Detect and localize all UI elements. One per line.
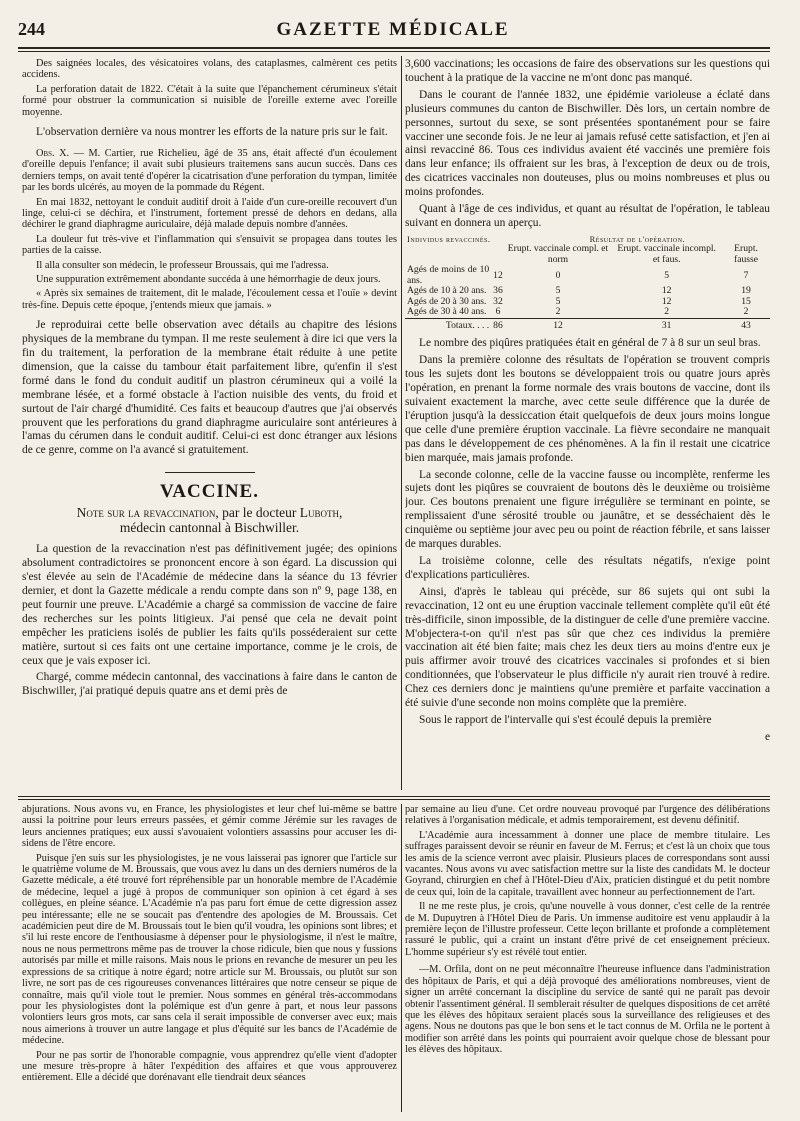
paragraph: Le nombre des piqûres pratiquées était en général de 7 à 8 sur un seul bras.	[419, 337, 761, 350]
right-column	[405, 58, 770, 790]
catchword: e	[764, 730, 770, 743]
table-cell-n: 12	[493, 269, 503, 281]
table-cell-age: Agés de 30 à 40 ans.	[407, 306, 487, 318]
subtitle-line2: médecin cantonnal à Bischwiller.	[119, 520, 300, 536]
table-subheader-3: Erupt. fausse	[734, 243, 759, 265]
table-cell-c: 2	[743, 306, 749, 318]
table-subheader-row	[405, 244, 770, 265]
paragraph: abjurations. Nous avons vu, en France, les physiologistes et leur chef lui-même se battre aussi la poitrine pour leurs erreurs passées, et gémir comme Jérémie sur les ravages de leurs anciennes pratiques; eux aussi s'avouaient volontiers assassins pour accuser les di-sidens de l'être encore.	[22, 804, 397, 850]
paragraph: La seconde colonne, celle de la vaccine fausse ou incomplète, renferme les sujets dont les piqûres se couvraient de boutons dès le deuxième ou troisième jour. Ces boutons prenaient une figure irrégulière se terminant en pointe, se remplissaient d'une sérosité trouble ou jaunâtre, et se desséchaient dès le cinquième ou septième jour avec peu ou point de réaction fébrile, et sans laisser de marques durables.	[405, 468, 770, 551]
table-cell-n: 36	[493, 285, 503, 297]
header-rule-thin	[18, 51, 770, 52]
article-subtitle	[22, 505, 397, 535]
paragraph: Sous le rapport de l'intervalle qui s'est écoulé depuis la première	[419, 713, 712, 726]
paragraph: Chargé, comme médecin cantonnal, des vaccinations à faire dans le canton de Bischwiller, j'ai pratiqué depuis quatre ans et demi près de	[22, 671, 397, 698]
paragraph: Quant à l'âge de ces individus, et quant au résultat de l'opération, le tableau suivant en donnera un aperçu.	[405, 203, 770, 229]
paragraph: Il alla consulter son médecin, le professeur Broussais, qui me l'adressa.	[36, 259, 329, 271]
paragraph: —M. Orfila, dont on ne peut méconnaître l'heureuse influence dans l'administration des hôpitaux de Paris, et qui a déjà provoqué des améliorations nombreuses, vient de signer un arrêté concernant la discipline du service de santé qui ne paraît pas devoir obtenir l'assentiment général. Il semblerait résulter de quelques dispositions de cet arrêté que les élèves des hôpitaux seraient placés sous la surveillance des religieuses et des agens. Nous ne doutons pas que le bon sens et le tact connus de M. Orfila ne le portent à modifier son arrêté dans les points qui pourraient avoir quelque chose de blessant pour les élèves des hôpitaux.	[405, 964, 770, 1056]
paragraph: L'observation dernière va nous montrer les efforts de la nature pris sur le fait.	[36, 126, 388, 139]
article-author: Luboth,	[299, 505, 343, 521]
table-cell-b: 12	[661, 285, 672, 297]
table-total-b: 31	[611, 318, 722, 331]
table-cell-n: 6	[495, 306, 501, 318]
paragraph: Il ne me reste plus, je crois, qu'une nouvelle à vous donner, c'est celle de la rentrée de M. Dupuytren à l'Hôtel Dieu de Paris. Un immense auditoire est venu applaudir à la première leçon de l'illustre professeur. Cette leçon brillante et profonde a complètement rassuré le public, qui a craint un instant d'être privé de cet enseignement précieux. L'homme supérieur s'y est révélé tout entier.	[405, 901, 770, 958]
observation-label: Obs. X.	[36, 147, 70, 159]
table-subheader-1: Erupt. vaccinale compl. et norm	[507, 243, 609, 265]
paragraph: Des saignées locales, des vésicatoires volans, des cataplasmes, calmèrent ces petits accidens.	[22, 58, 397, 81]
table-cell-b: 5	[664, 269, 670, 281]
feuilleton-rule-2	[18, 799, 770, 800]
table-cell-age: Agés de 20 à 30 ans.	[407, 295, 487, 307]
article-title: VACCINE.	[160, 481, 259, 503]
feuilleton-rule	[18, 796, 770, 797]
column-divider	[401, 56, 402, 790]
observation-text: — M. Cartier, rue Richelieu, âgé de 35 ans, était affecté d'un écoulement d'oreille depuis l'enfance; il avait subi plusieurs traitemens sans aucun succès. Dans ces derniers temps, on avait tenté d'opérer la cicatrisation d'une perforation du tympan, limitée par les bords ulcérés, au moyen de la pommade du Régent.	[22, 147, 397, 194]
feuilleton-left-column	[22, 804, 397, 1114]
paragraph: La troisième colonne, celle des résultats négatifs, n'exige point d'explications particulières.	[405, 554, 770, 581]
table-cell-n: 32	[493, 295, 503, 307]
table-cell-a: 2	[555, 306, 561, 318]
table-cell-c: 19	[741, 285, 751, 297]
paragraph: La perforation datait de 1822. C'était à la suite que l'épanchement cérumineux s'était formé pour obstruer la communication si nuisible de l'oreille externe avec l'oreille moyenne.	[22, 83, 397, 118]
observation-paragraph	[22, 148, 397, 194]
table-cell-a: 5	[555, 295, 561, 307]
column-divider	[401, 804, 402, 1112]
table-row	[405, 307, 770, 318]
table-cell-b: 12	[661, 295, 672, 307]
subtitle-prefix: Note sur la revaccination,	[76, 505, 219, 521]
table-cell-a: 0	[555, 269, 561, 281]
paragraph: par semaine au lieu d'une. Cet ordre nouveau provoqué par l'urgence des délibérations relatives à l'organisation médicale, et admis temporairement, est devenu définitif.	[405, 804, 770, 827]
feuilleton-right-column	[405, 804, 770, 1114]
table-total-label: Totaux. . . .	[405, 318, 491, 331]
journal-title: GAZETTE MÉDICALE	[276, 19, 510, 40]
revaccination-table	[405, 234, 770, 332]
paragraph: Puisque j'en suis sur les physiologistes, je ne vous laisserai pas ignorer que l'article sur le quatrième volume de M. Broussais, que vous avez lu dans un des derniers numéros de la Gazette médicale, a été trouvé fort répréhensible par un honorable membre de l'Académie de médecine, lequel a jugé à propos de communiquer son opinion à cet égard à ses collègues, en pleine séance. L'Académie n'a pas paru fort émue de cette digression assez peu intéressante; elle ne se soucait pas d'entendre des apologies de M. Broussais. Cet académicien peut dire de M. Broussais tout le bien qu'il voudra, les opinions sont libres; et s'il lui reste encore de l'enthousiasme à dépenser pour le physiologisme, il n'est le maître, nous ne nous permettrons même pas de trouver la chose ridicule, bien que nous y fussions autorisés par mille et mille raisons. Mais nous le prions en revanche de mesurer un peu les expressions de sa critique à notre égard; notre article sur M. Broussais, ou plutôt sur son livre, ne sort pas de ces rigoureuses convenances littéraires que notre censeur se pique de connaître, mais qu'il viole tout le premier. Nous sommes en général très-accommodans pour les physiologistes dont la polémique est d'un genre à part, et nous leur passons volontiers leurs gros mots, car sans cela il serait impossible de converser avec eux; mais nous aimerions à trouver un autre langage et plus d'équité sur les bancs de l'Académie de médecine.	[22, 852, 397, 1047]
section-divider	[165, 472, 255, 473]
subtitle-mid: par le docteur	[222, 505, 297, 521]
left-column	[22, 58, 397, 790]
paragraph: La question de la revaccination n'est pas définitivement jugée; des opinions absolument contradictoires se prononcent encore à son égard. La discussion qui s'est élevée au sein de l'Académie de médecine dans la séance du 13 février dernier, et dont la Gazette médicale a rendu compte dans son nº 9, page 138, en peut fournir une preuve. L'Académie a chargé sa commission de vaccine de faire des recherches sur les points litigieux. J'ai pensé que cela ne devait point empêcher les praticiens isolés de publier les faits qu'ils posséderaient sur cette matière, surtout si ces faits ont une certaine importance, comme je le crois, de ceux que je vais exposer ici.	[22, 543, 397, 667]
table-cell-age: Agés de 10 à 20 ans.	[407, 285, 487, 297]
table-cell-c: 7	[743, 269, 749, 281]
paragraph: Dans le courant de l'année 1832, une épidémie varioleuse a éclaté dans plusieurs communes du canton de Bischwiller. Dès lors, un certain nombre de personnes, surtout du sexe, se sont présentées spontanément pour se faire vacciner une seconde fois. Je ne leur ai jamais refusé cette satisfaction, et j'en ai ainsi revacciné 86. Tous ces individus avaient été vaccinés une première fois dans leur enfance; ils offraient sur les bras, à l'exception de deux ou de trois, des cicatrices vaccinales non douteuses, plus ou moins nombreuses et plus ou moins profondes.	[405, 88, 770, 199]
page-header	[18, 16, 768, 46]
table-total-c: 43	[722, 318, 770, 331]
paragraph: Une suppuration extrêmement abondante succéda à une hémorrhagie de deux jours.	[36, 274, 381, 285]
paragraph: Je reproduirai cette belle observation avec détails au chapitre des lésions physiques de la membrane du tympan. Il me reste seulement à dire ici que vers la fin du traitement, la perforation de la membrane était réduite à une petite dimension, que la caisse du tambour était parfaitement libre, qu'enfin il s'est formé dans le fond du conduit auditif un plastron cérumineux qui a voilé la membrane lésée, et a formé obstacle à l'action nuisible des vents, du froid et surtout de l'air chargé d'humidité. Ces faits et beaucoup d'autres que j'ai observés prouvent que les perforations du grand diaphragme auriculaire sont antérieures à l'amas du cérumen dans le conduit auditif. Celui-ci est donc étranger aux lésions de ce genre, comme on l'a avancé si gratuitement.	[22, 319, 397, 457]
table-total-row	[405, 318, 770, 331]
paragraph: Ainsi, d'après le tableau qui précède, sur 86 sujets qui ont subi la revaccination, 12 ont eu une éruption vaccinale tellement complète qu'il eût été très-difficile, sinon impossible, de la distinguer de celle d'une première vaccine. M'objectera-t-on qu'il n'est pas sûr que chez ces individus la première vaccination ait été bien faite; mais chez les deux tiers au moins d'entre eux je puis affirmer avoir trouvé des cicatrices vaccinales si profondes et si bien conditionnées, que l'observateur le plus difficile n'y aurait rien trouvé à redire. Chez ces derniers donc je maintiens qu'une première et parfaite vaccination a été suivie d'une seconde non moins complète que la première.	[405, 585, 770, 710]
paragraph: Dans la première colonne des résultats de l'opération se trouvent compris tous les sujets dont les boutons se développaient trois ou quatre jours après l'opération, en prenant la forme normale des vrais boutons de vaccine, dont ils suivaient exactement la marche, avec cette seule différence que la durée de l'éruption jusqu'à la dessiccation était quelquefois de deux jours moins longue que celle d'une première éruption vaccinale. La fièvre secondaire ne manquait pas dans le développement de ces phénomènes. A la fin il restait une cicatrice bien marquée, mais jamais profonde.	[405, 354, 770, 464]
table-cell-age: Agés de moins de 10 ans.	[407, 264, 490, 286]
header-rule	[18, 47, 770, 49]
table-total-a: 12	[505, 318, 612, 331]
table-cell-c: 15	[741, 295, 751, 307]
table-header-individus: Individus revaccinés.	[407, 233, 491, 244]
paragraph: La douleur fut très-vive et l'inflammation qui s'ensuivit se propagea dans toutes les parties de la caisse.	[22, 233, 397, 257]
quote-paragraph: « Après six semaines de traitement, dit le malade, l'écoulement cessa et l'ouïe » devint très-fine. Depuis cette époque, j'entends mieux que jamais. »	[22, 288, 397, 311]
table-row	[405, 265, 770, 286]
paragraph: En mai 1832, nettoyant le conduit auditif droit à l'aide d'un cure-oreille recouvert d'un linge, celui-ci se déchira, et l'instrument, fortement pressé de dehors en dedans, alla déchirer le grand diaphragme auriculaire, déjà malade depuis nombre d'années.	[22, 196, 397, 231]
table-cell-b: 2	[664, 306, 670, 318]
table-cell-a: 5	[555, 285, 561, 297]
table-total-n: 86	[493, 319, 503, 331]
page-number: 244	[18, 19, 45, 39]
table-subheader-2: Erupt. vaccinale incompl. et faus.	[617, 243, 716, 265]
paragraph: 3,600 vaccinations; les occasions de faire des observations sur les questions qui touchent à la pratique de la vaccine ne m'ont donc pas manqué.	[405, 58, 770, 84]
table-header-resultat: Résultat de l'opération.	[589, 233, 686, 244]
paragraph: Pour ne pas sortir de l'honorable compagnie, vous apprendrez qu'elle vient d'adopter une mesure très-propre à hâter l'expédition des affaires et que vous approuverez entièrement. Elle a décidé que dorénavant elle tiendrait deux séances	[22, 1049, 397, 1084]
paragraph: L'Académie aura incessamment à donner une place de membre titulaire. Les suffrages paraissent devoir se réunir en faveur de M. Ferrus; et c'est là un choix que tous les amis de la science verront avec plaisir. Plusieurs places de correspondans sont aussi vacantes. Nous avons vu avec satisfaction mettre sur la liste des candidats M. le docteur Goyrand, chirurgien en chef à l'Hôtel-Dieu d'Aix, praticien distingué et du petit nombre de ceux qui, loin de la capitale, travaillent avec honneur au perfectionnement de l'art.	[405, 829, 770, 898]
